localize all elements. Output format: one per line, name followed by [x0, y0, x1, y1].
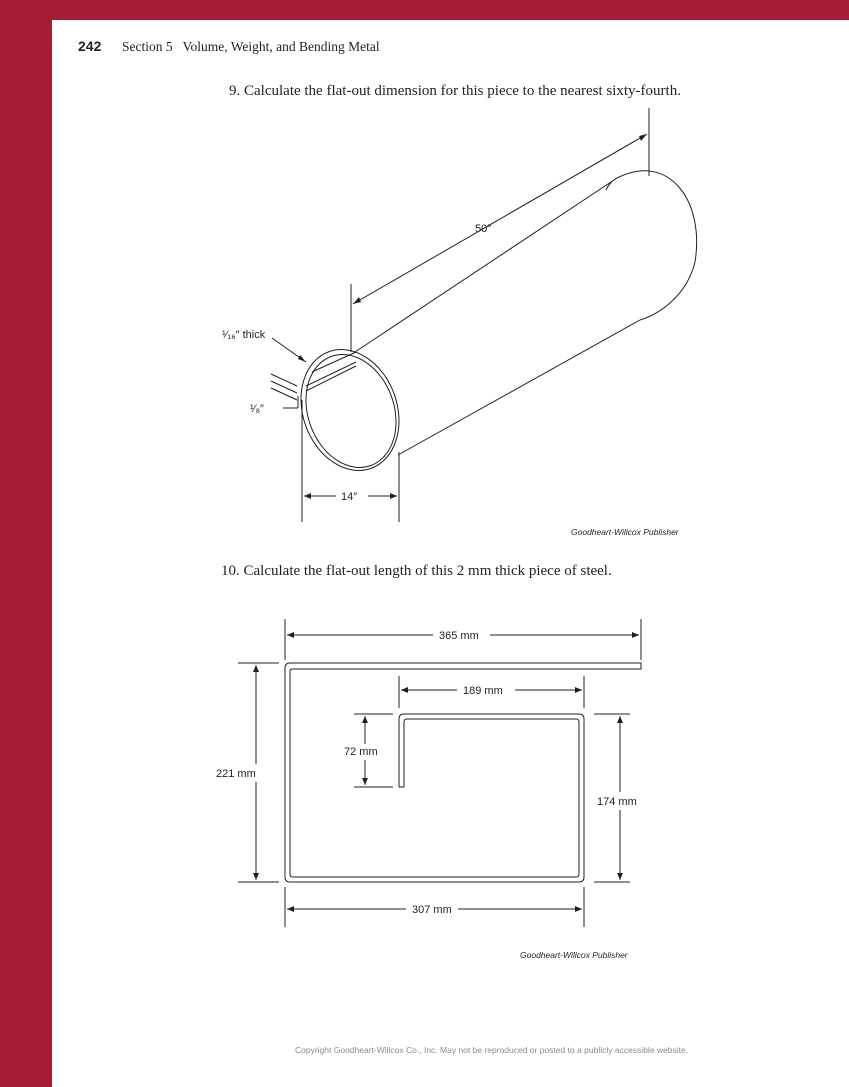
top-color-bar — [0, 0, 849, 20]
cylinder-top-edge — [352, 178, 617, 354]
page-number: 242 — [78, 38, 102, 54]
question-10-text: 10. Calculate the flat-out length of this 2 mm thick piece of steel. — [221, 563, 612, 579]
bottom-width-label: 307 mm — [412, 904, 452, 916]
figure-10-credit: Goodheart-Willcox Publisher — [520, 950, 628, 960]
thickness-leader — [272, 338, 306, 362]
outer-height-label: 221 mm — [216, 768, 256, 780]
lip-height-label: 72 mm — [344, 746, 378, 758]
cylinder-near-end-inner — [291, 342, 411, 480]
cylinder-near-end-outer — [285, 336, 416, 485]
running-head: Section 5 Volume, Weight, and Bending Metal — [122, 39, 380, 54]
cylinder-far-end — [617, 171, 697, 320]
inner-height-label: 174 mm — [597, 796, 637, 808]
steel-profile-outer — [285, 663, 641, 882]
left-color-bar — [0, 0, 52, 1087]
gap-label: ¹⁄₈″ — [250, 403, 264, 415]
inner-width-label: 189 mm — [463, 685, 503, 697]
seam-line — [306, 362, 356, 386]
question-9-text: 9. Calculate the flat-out dimension for this piece to the nearest sixty-fourth. — [229, 83, 681, 99]
figure-9-credit: Goodheart-Willcox Publisher — [571, 527, 679, 537]
length-dim-line — [353, 134, 647, 304]
top-width-label: 365 mm — [439, 630, 479, 642]
copyright-notice: Copyright Goodheart-Willcox Co., Inc. May not be reproduced or posted to a publicly accessible website. — [295, 1045, 689, 1055]
length-label: 50″ — [475, 223, 492, 235]
thickness-label: ¹⁄₁₆″ thick — [222, 329, 266, 341]
cylinder-bottom-edge — [398, 320, 640, 455]
diameter-label: 14″ — [341, 491, 358, 503]
